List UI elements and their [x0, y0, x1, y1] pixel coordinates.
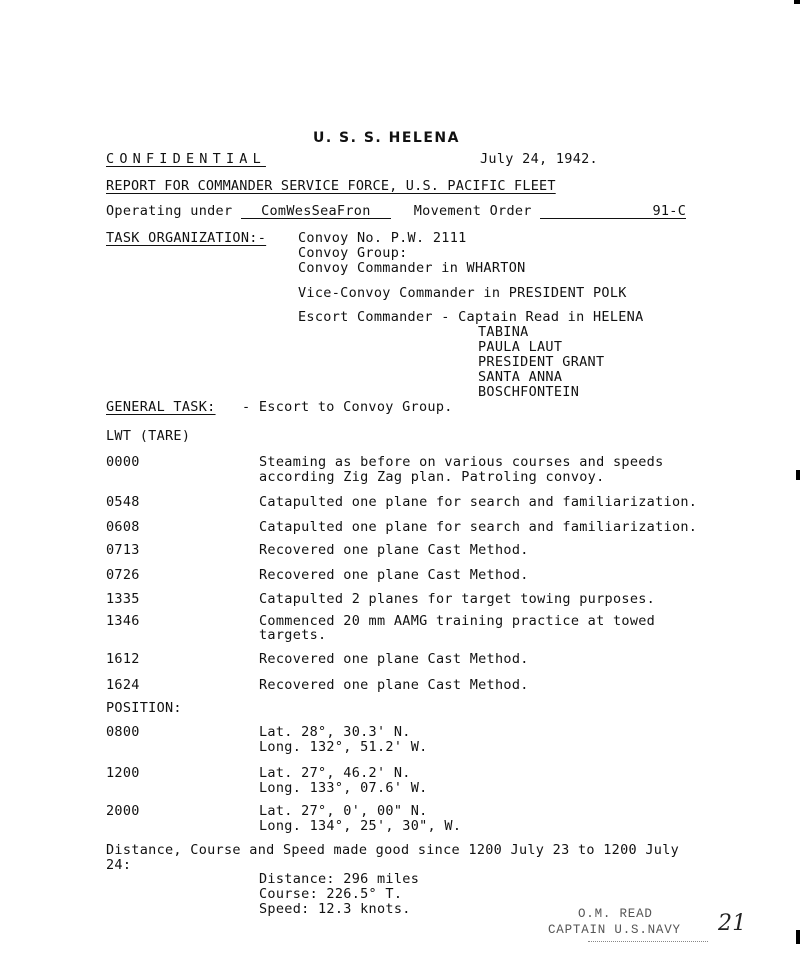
- scan-artifact: [794, 0, 800, 4]
- log-time: 0726: [106, 567, 140, 583]
- signature-rank: CAPTAIN U.S.NAVY: [548, 923, 681, 937]
- handwritten-page-number: 21: [718, 911, 747, 936]
- position-long: Long. 133°, 07.6' W.: [259, 780, 428, 796]
- summary-speed: Speed: 12.3 knots.: [259, 901, 411, 917]
- classification: CONFIDENTIAL: [106, 151, 266, 167]
- task-line-5: Escort Commander - Captain Read in HELENA: [298, 309, 644, 325]
- task-line-1: Convoy No. P.W. 2111: [298, 230, 467, 246]
- escort-ship-3: PRESIDENT GRANT: [478, 354, 605, 370]
- log-time: 1346: [106, 613, 140, 629]
- log-text: Recovered one plane Cast Method.: [259, 651, 529, 667]
- operating-value: ComWesSeaFron: [241, 204, 391, 219]
- log-time: 0548: [106, 494, 140, 510]
- log-text: Recovered one plane Cast Method.: [259, 677, 529, 693]
- scan-artifact: [796, 930, 800, 944]
- log-header: LWT (TARE): [106, 428, 191, 444]
- log-text: Recovered one plane Cast Method.: [259, 567, 529, 583]
- position-label: POSITION:: [106, 700, 182, 716]
- movement-label: Movement Order: [413, 203, 532, 219]
- stamp-smudge: [588, 941, 708, 948]
- task-line-4: Vice-Convoy Commander in PRESIDENT POLK: [298, 285, 627, 301]
- position-lat: Lat. 27°, 46.2' N.: [259, 765, 411, 781]
- log-time: 0000: [106, 454, 140, 470]
- log-text: Catapulted 2 planes for target towing purposes.: [259, 591, 656, 607]
- task-line-2: Convoy Group:: [298, 245, 408, 261]
- ship-name: U. S. S. HELENA: [313, 130, 460, 146]
- escort-ship-4: SANTA ANNA: [478, 369, 563, 385]
- summary-course: Course: 226.5° T.: [259, 886, 403, 902]
- position-lat: Lat. 27°, 0', 00" N.: [259, 803, 428, 819]
- movement-value: 91-C: [540, 204, 686, 219]
- report-title: REPORT FOR COMMANDER SERVICE FORCE, U.S. PACIFIC FLEET: [106, 178, 556, 194]
- log-text: Recovered one plane Cast Method.: [259, 542, 529, 558]
- escort-ship-1: TABINA: [478, 324, 529, 340]
- escort-ship-2: PAULA LAUT: [478, 339, 563, 355]
- summary-line-1: Distance, Course and Speed made good since 1200 July 23 to 1200 July: [106, 842, 680, 858]
- escort-ship-5: BOSCHFONTEIN: [478, 384, 580, 400]
- position-time: 1200: [106, 765, 140, 781]
- summary-distance: Distance: 296 miles: [259, 871, 420, 887]
- operating-label: Operating under: [106, 203, 233, 219]
- task-line-3: Convoy Commander in WHARTON: [298, 260, 526, 276]
- log-time: 0608: [106, 519, 140, 535]
- log-text: Steaming as before on various courses and speeds according Zig Zag plan. Patroling convoy.: [259, 454, 664, 485]
- log-text: Commenced 20 mm AAMG training practice at towed targets.: [259, 613, 656, 643]
- position-time: 0800: [106, 724, 140, 740]
- signature-name: O.M. READ: [578, 907, 653, 921]
- log-time: 0713: [106, 542, 140, 558]
- operating-line: [106, 204, 686, 219]
- log-text: Catapulted one plane for search and familiarization.: [259, 494, 698, 510]
- position-long: Long. 134°, 25', 30", W.: [259, 818, 462, 834]
- position-lat: Lat. 28°, 30.3' N.: [259, 724, 411, 740]
- general-task-text: - Escort to Convoy Group.: [242, 399, 453, 415]
- position-long: Long. 132°, 51.2' W.: [259, 739, 428, 755]
- log-time: 1612: [106, 651, 140, 667]
- general-task-label: GENERAL TASK:: [106, 399, 216, 415]
- task-organization-label: TASK ORGANIZATION:-: [106, 230, 267, 246]
- position-time: 2000: [106, 803, 140, 819]
- log-time: 1624: [106, 677, 140, 693]
- log-text: Catapulted one plane for search and familiarization.: [259, 519, 698, 535]
- report-date: July 24, 1942.: [480, 151, 598, 167]
- log-time: 1335: [106, 591, 140, 607]
- summary-line-2: 24:: [106, 857, 132, 873]
- scan-artifact: [796, 470, 800, 480]
